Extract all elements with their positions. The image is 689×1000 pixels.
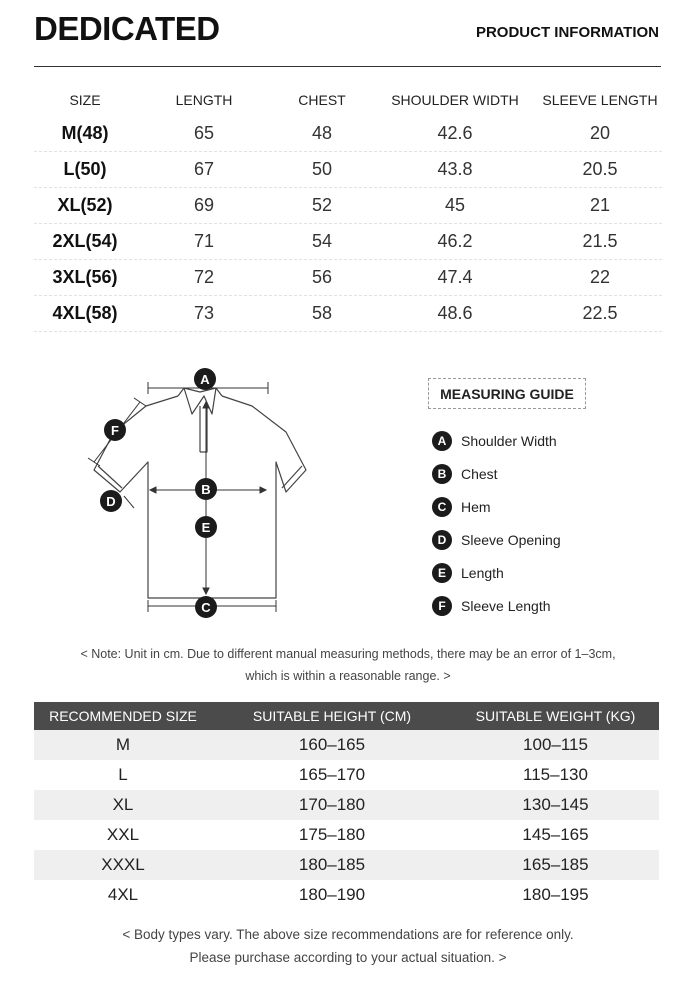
- marker-b-icon: B: [432, 464, 452, 484]
- weight-cell: 180–195: [522, 885, 589, 904]
- table-row: [34, 224, 662, 260]
- height-cell: 175–180: [298, 825, 366, 844]
- height-cell: 180–190: [298, 885, 366, 904]
- table-row: [34, 760, 659, 790]
- height-cell: 170–180: [298, 795, 366, 814]
- shoulder-cell: 48.6: [437, 303, 473, 323]
- marker-e-icon: E: [195, 516, 217, 538]
- size-cell: 4XL(58): [52, 303, 118, 323]
- sleeve-cell: 20: [589, 123, 611, 143]
- weight-cell: 100–115: [523, 735, 588, 754]
- header-cell: CHEST: [298, 92, 346, 108]
- header-cell: SIZE: [69, 92, 101, 108]
- weight-cell: 115–130: [523, 765, 588, 784]
- size-cell: 2XL(54): [52, 231, 118, 251]
- shoulder-cell: 45: [444, 195, 466, 215]
- sleeve-cell: 21.5: [582, 231, 618, 251]
- recommended-size-table: [34, 702, 659, 910]
- length-cell: 73: [193, 303, 215, 323]
- marker-f-icon: F: [104, 419, 126, 441]
- guide-item-chest: [432, 457, 561, 490]
- table-row: [34, 116, 662, 152]
- sleeve-cell: 20.5: [582, 159, 618, 179]
- length-cell: 72: [193, 267, 215, 287]
- table-row: [34, 260, 662, 296]
- header-cell: RECOMMENDED SIZE: [49, 708, 197, 724]
- header-cell: SUITABLE HEIGHT (CM): [252, 708, 412, 724]
- length-cell: 69: [193, 195, 215, 215]
- size-cell: XXXL: [101, 855, 145, 874]
- marker-c-icon: C: [195, 596, 217, 618]
- size-table-header: [34, 84, 662, 116]
- size-cell: M(48): [61, 123, 109, 143]
- sleeve-cell: 22: [589, 267, 611, 287]
- table-row: [34, 850, 659, 880]
- height-cell: 180–185: [298, 855, 366, 874]
- note-line: which is within a reasonable range. >: [245, 669, 451, 683]
- footer-line: Please purchase according to your actual situation. >: [189, 950, 507, 965]
- header-cell: SLEEVE LENGTH: [542, 92, 658, 108]
- table-row: [34, 820, 659, 850]
- header-divider: [34, 66, 661, 67]
- chest-cell: 56: [311, 267, 333, 287]
- guide-item-label: Chest: [461, 465, 498, 482]
- table-row: [34, 730, 659, 760]
- table-row: [34, 880, 659, 910]
- height-cell: 160–165: [298, 735, 366, 754]
- sleeve-cell: 22.5: [582, 303, 618, 323]
- measuring-guide-title: MEASURING GUIDE: [428, 378, 586, 409]
- guide-item-shoulder-width: [432, 424, 561, 457]
- header-cell: LENGTH: [175, 92, 233, 108]
- size-cell: 3XL(56): [52, 267, 118, 287]
- table-row: [34, 296, 662, 332]
- shoulder-cell: 42.6: [437, 123, 473, 143]
- note-line: < Note: Unit in cm. Due to different manual measuring methods, there may be an error of 1–3cm,: [80, 647, 616, 661]
- weight-cell: 165–185: [522, 855, 589, 874]
- size-table: [34, 84, 662, 332]
- table-row: [34, 790, 659, 820]
- shoulder-cell: 43.8: [437, 159, 473, 179]
- guide-item-label: Sleeve Length: [461, 597, 551, 614]
- guide-item-label: Shoulder Width: [461, 432, 557, 449]
- footer-line: < Body types vary. The above size recommendations are for reference only.: [122, 927, 574, 942]
- brand-title: DEDICATED: [34, 10, 220, 47]
- size-cell: L: [118, 765, 128, 784]
- header-cell: SUITABLE WEIGHT (KG): [475, 708, 636, 724]
- chest-cell: 50: [311, 159, 333, 179]
- sleeve-cell: 21: [589, 195, 611, 215]
- table-row: [34, 188, 662, 224]
- marker-a-icon: A: [194, 368, 216, 390]
- recommended-table-header: [34, 702, 659, 730]
- guide-item-sleeve-opening: [432, 523, 561, 556]
- table-row: [34, 152, 662, 188]
- length-cell: 71: [193, 231, 215, 251]
- marker-f-icon: F: [432, 596, 452, 616]
- header-cell: SHOULDER WIDTH: [391, 92, 519, 108]
- guide-item-label: Sleeve Opening: [461, 531, 561, 548]
- chest-cell: 48: [311, 123, 333, 143]
- guide-item-label: Length: [461, 564, 504, 581]
- marker-a-icon: A: [432, 431, 452, 451]
- measuring-guide-list: [432, 424, 561, 622]
- shoulder-cell: 46.2: [437, 231, 473, 251]
- footer-note: [34, 923, 662, 969]
- shirt-diagram: [80, 362, 320, 622]
- size-cell: XXL: [106, 825, 140, 844]
- guide-item-sleeve-length: [432, 589, 561, 622]
- height-cell: 165–170: [298, 765, 366, 784]
- weight-cell: 145–165: [522, 825, 589, 844]
- size-cell: XL(52): [57, 195, 113, 215]
- marker-b-icon: B: [195, 478, 217, 500]
- size-cell: M: [115, 735, 131, 754]
- guide-item-hem: [432, 490, 561, 523]
- length-cell: 65: [193, 123, 215, 143]
- marker-e-icon: E: [432, 563, 452, 583]
- chest-cell: 54: [311, 231, 333, 251]
- measurement-note: [34, 643, 662, 687]
- length-cell: 67: [193, 159, 215, 179]
- weight-cell: 130–145: [522, 795, 589, 814]
- shoulder-cell: 47.4: [437, 267, 473, 287]
- marker-c-icon: C: [432, 497, 452, 517]
- guide-item-label: Hem: [461, 498, 491, 515]
- chest-cell: 58: [311, 303, 333, 323]
- chest-cell: 52: [311, 195, 333, 215]
- page-tag: PRODUCT INFORMATION: [475, 24, 659, 41]
- marker-d-icon: D: [432, 530, 452, 550]
- size-cell: 4XL: [107, 885, 139, 904]
- size-cell: XL: [112, 795, 134, 814]
- size-cell: L(50): [63, 159, 107, 179]
- guide-item-length: [432, 556, 561, 589]
- marker-d-icon: D: [100, 490, 122, 512]
